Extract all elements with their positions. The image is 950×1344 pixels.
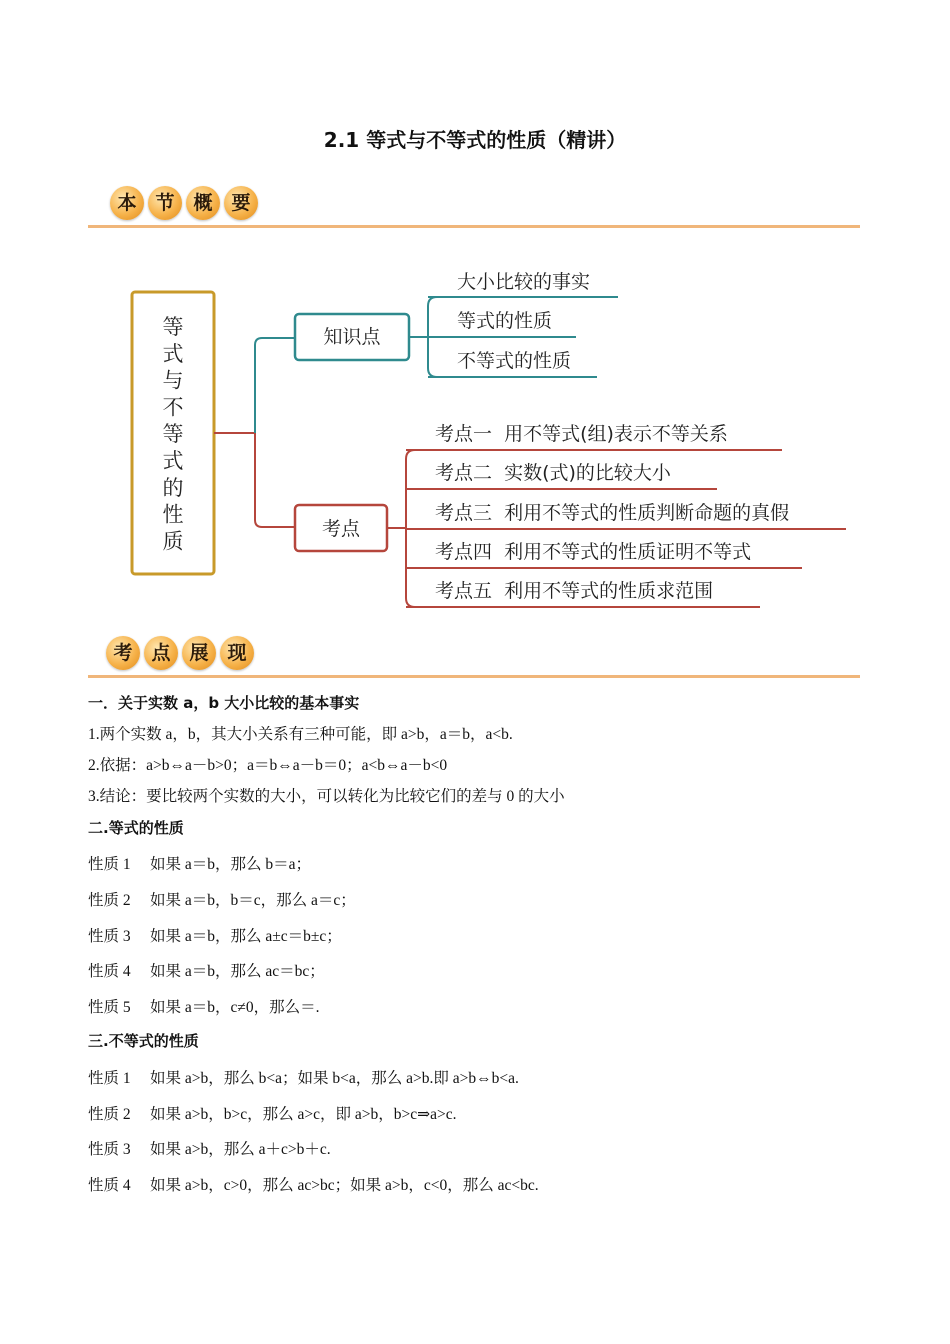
property-text: 如果 a＝b，那么 ac＝bc； [150, 963, 325, 980]
property-line [88, 888, 356, 910]
property-text: 如果 a>b，那么 a＋c>b＋c. [150, 1141, 331, 1158]
exam-item: 考点三 利用不等式的性质判断命题的真假 [435, 502, 790, 524]
root-char: 等 [162, 422, 184, 447]
banner-char: 展 [182, 636, 216, 670]
section-banner-exam [88, 632, 860, 682]
root-char: 的 [162, 475, 184, 500]
banner-char: 本 [110, 186, 144, 220]
connector [255, 338, 295, 433]
property-text: 如果 a＝b，那么 a±c＝b±c； [150, 928, 342, 945]
section-heading: 三.不等式的性质 [88, 1032, 199, 1050]
property-line [88, 1173, 539, 1195]
root-char: 不 [162, 395, 184, 420]
section-heading: 一．关于实数 a，b 大小比较的基本事实 [88, 694, 360, 712]
knowledge-item: 大小比较的事实 [457, 271, 591, 293]
property-label: 性质 1 [88, 1070, 131, 1087]
property-line [88, 1137, 331, 1159]
root-char: 性 [162, 502, 184, 527]
paragraph: 1.两个实数 a，b，其大小关系有三种可能，即 a>b，a＝b，a<b. [88, 726, 513, 743]
banner-divider [88, 675, 860, 678]
root-char: 式 [162, 341, 184, 366]
root-char: 等 [162, 315, 184, 339]
exam-item: 考点四 利用不等式的性质证明不等式 [435, 541, 752, 563]
section-heading: 二.等式的性质 [88, 819, 184, 837]
page-title: 2.1 等式与不等式的性质（精讲） [323, 128, 627, 152]
knowledge-item: 等式的性质 [457, 310, 553, 332]
connector [255, 433, 295, 527]
property-line [88, 1066, 519, 1088]
root-char: 质 [162, 529, 184, 554]
exam-item: 考点五 利用不等式的性质求范围 [435, 580, 714, 602]
property-line [88, 924, 342, 946]
property-label: 性质 4 [88, 963, 131, 980]
banner-char: 要 [224, 186, 258, 220]
property-line [88, 1102, 456, 1124]
property-label: 性质 4 [88, 1177, 131, 1194]
knowledge-item: 不等式的性质 [457, 350, 572, 372]
property-text: 如果 a>b，那么 b<a；如果 b<a，那么 a>b.即 a>b⇔b<a. [150, 1070, 519, 1087]
property-label: 性质 3 [88, 1141, 131, 1158]
property-label: 性质 5 [88, 999, 131, 1016]
property-line [88, 852, 311, 874]
paragraph: 3.结论：要比较两个实数的大小，可以转化为比较它们的差与 0 的大小 [88, 788, 565, 805]
banner-char: 概 [186, 186, 220, 220]
property-text: 如果 a>b，b>c，那么 a>c，即 a>b，b>c⇒a>c. [150, 1106, 457, 1123]
banner-char: 点 [144, 636, 178, 670]
section-banner-overview [88, 182, 860, 232]
property-label: 性质 1 [88, 856, 131, 873]
paragraph: 2.依据：a>b⇔a－b>0；a＝b⇔a－b＝0；a<b⇔a－b<0 [88, 757, 448, 774]
branch-exam-label: 考点 [321, 518, 361, 540]
branch-knowledge-label: 知识点 [323, 326, 381, 348]
mind-map [0, 250, 950, 620]
property-text: 如果 a>b，c>0，那么 ac>bc；如果 a>b，c<0，那么 ac<bc. [150, 1177, 539, 1194]
property-text: 如果 a＝b，那么 b＝a； [150, 856, 312, 873]
banner-divider [88, 225, 860, 228]
property-label: 性质 2 [88, 1106, 131, 1123]
banner-char: 节 [148, 186, 182, 220]
banner-char: 现 [220, 636, 254, 670]
property-text: 如果 a＝b，b＝c，那么 a＝c； [150, 892, 356, 909]
property-label: 性质 3 [88, 928, 131, 945]
property-line [88, 959, 325, 981]
property-label: 性质 2 [88, 892, 131, 909]
root-char: 与 [162, 368, 184, 393]
exam-item: 考点一 用不等式(组)表示不等关系 [435, 423, 728, 445]
property-text: 如果 a＝b，c≠0，那么＝. [150, 999, 320, 1016]
root-text [163, 315, 184, 553]
exam-item: 考点二 实数(式)的比较大小 [435, 462, 671, 484]
root-char: 式 [162, 449, 184, 473]
banner-char: 考 [106, 636, 140, 670]
property-line [88, 995, 320, 1017]
